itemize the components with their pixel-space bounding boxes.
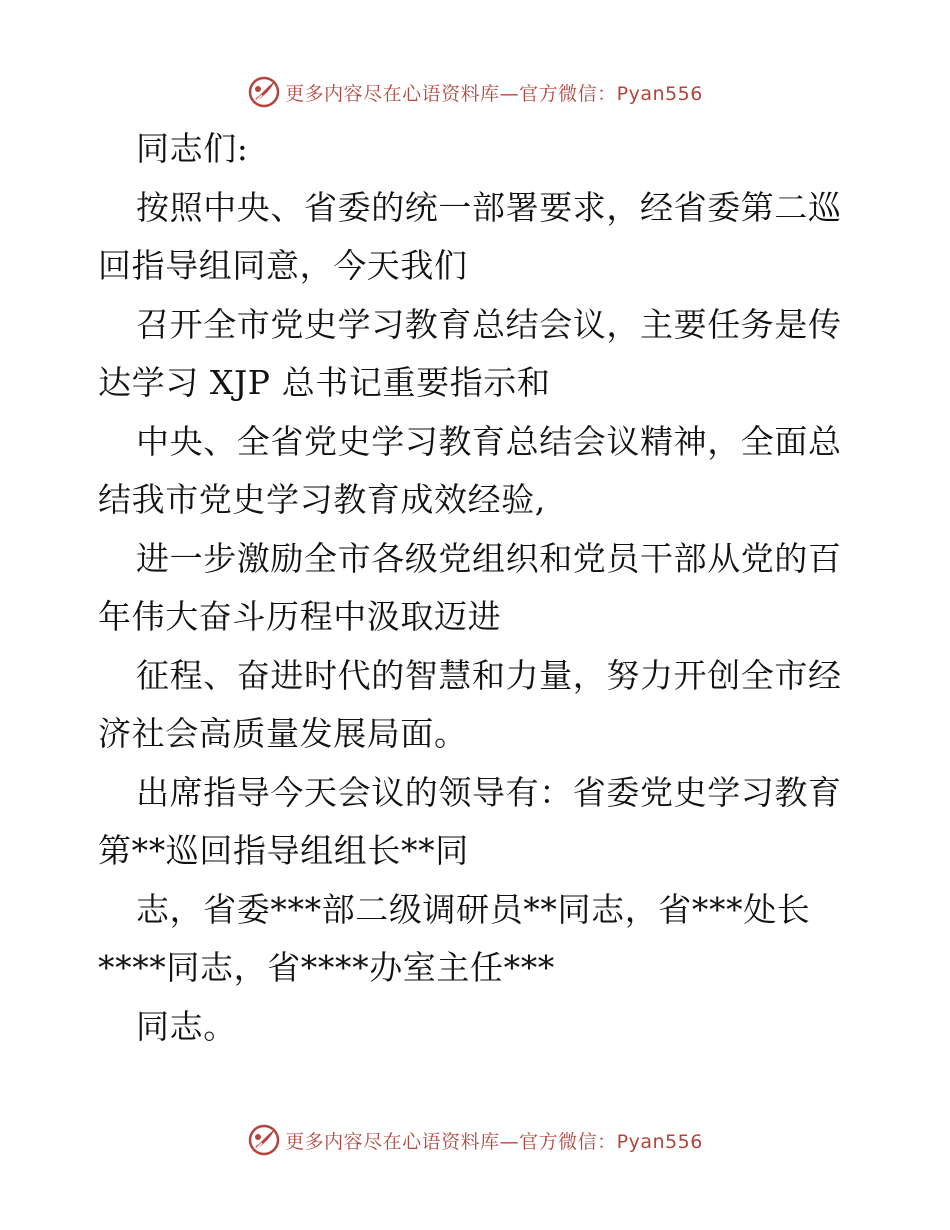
text-line: ****同志，省****办室主任*** — [98, 948, 555, 987]
watermark-header — [0, 72, 950, 112]
watermark-text: 更多内容尽在心语资料库—官方微信：Pyan556 — [285, 82, 703, 105]
text-line: 征程、奋进时代的智慧和力量，努力开创全市经 — [136, 655, 842, 695]
text-line: 中央、全省党史学习教育总结会议精神，全面总 — [136, 421, 842, 461]
text-line: 第**巡回指导组组长**同 — [98, 831, 469, 870]
text-line: 出席指导今天会议的领导有：省委党史学习教育 — [136, 772, 842, 812]
text-line: 同志。 — [136, 1006, 237, 1046]
quill-logo-icon — [247, 75, 281, 109]
text-line: 回指导组同意，今天我们 — [98, 246, 468, 285]
text-line: 志，省委***部二级调研员**同志，省***处长 — [136, 889, 811, 929]
text-line: 结我市党史学习教育成效经验, — [98, 480, 546, 519]
text-line: 按照中央、省委的统一部署要求，经省委第二巡 — [136, 187, 842, 227]
quill-logo-icon — [247, 1123, 281, 1157]
text-line: 济社会高质量发展局面。 — [98, 714, 468, 753]
watermark-text: 更多内容尽在心语资料库—官方微信：Pyan556 — [285, 1130, 703, 1153]
text-line: 同志们: — [136, 129, 249, 168]
watermark-footer — [0, 1120, 950, 1160]
text-line: 年伟大奋斗历程中汲取迈进 — [98, 597, 502, 636]
text-line: 召开全市党史学习教育总结会议，主要任务是传 — [136, 304, 842, 344]
document-body — [98, 120, 858, 1056]
text-line: 进一步激励全市各级党组织和党员干部从党的百 — [136, 538, 842, 578]
text-line: 达学习 XJP 总书记重要指示和 — [98, 363, 551, 402]
